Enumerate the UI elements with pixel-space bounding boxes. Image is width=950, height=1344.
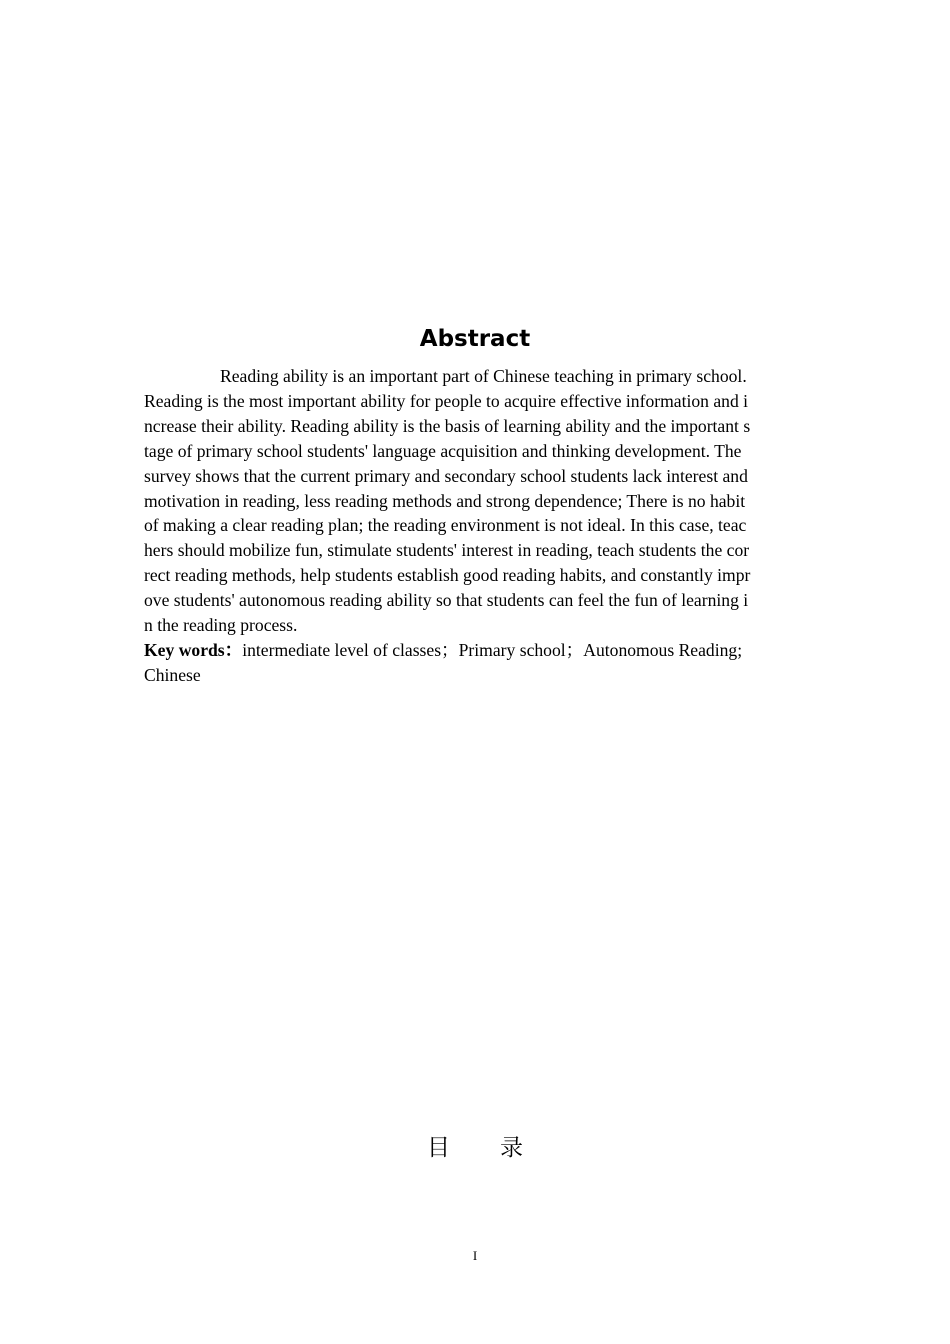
page-number: I: [472, 1248, 478, 1263]
abstract-body: [144, 364, 804, 688]
keywords-line: [144, 638, 804, 663]
abstract-line: motivation in reading, less reading methods and strong dependence; There is no habit: [144, 490, 746, 511]
keywords-label: Key words：: [144, 639, 243, 660]
toc-title-char: 目: [427, 1135, 450, 1161]
abstract-line: Reading is the most important ability for people to acquire effective information and i: [144, 390, 749, 411]
abstract-line: ove students' autonomous reading ability so that students can feel the fun of learning i: [144, 590, 749, 611]
toc-title: [0, 1132, 950, 1164]
abstract-line: of making a clear reading plan; the reading environment is not ideal. In this case, teac: [144, 515, 747, 536]
abstract-line: n the reading process.: [144, 615, 298, 636]
keywords-text: intermediate level of classes；Primary school；Autonomous Reading;: [242, 639, 743, 660]
abstract-line: tage of primary school students' language acquisition and thinking development. The: [144, 440, 742, 461]
abstract-line: hers should mobilize fun, stimulate students' interest in reading, teach students the cor: [144, 540, 750, 561]
keywords-line-continued: Chinese: [144, 664, 201, 685]
abstract-line: survey shows that the current primary and secondary school students lack interest and: [144, 465, 748, 486]
abstract-title: Abstract: [419, 326, 531, 352]
abstract-line: Reading ability is an important part of Chinese teaching in primary school.: [220, 366, 747, 386]
abstract-line: rect reading methods, help students establish good reading habits, and constantly impr: [144, 565, 751, 586]
toc-title-char: 录: [500, 1135, 523, 1161]
abstract-line: ncrease their ability. Reading ability is the basis of learning ability and the important s: [144, 415, 751, 436]
